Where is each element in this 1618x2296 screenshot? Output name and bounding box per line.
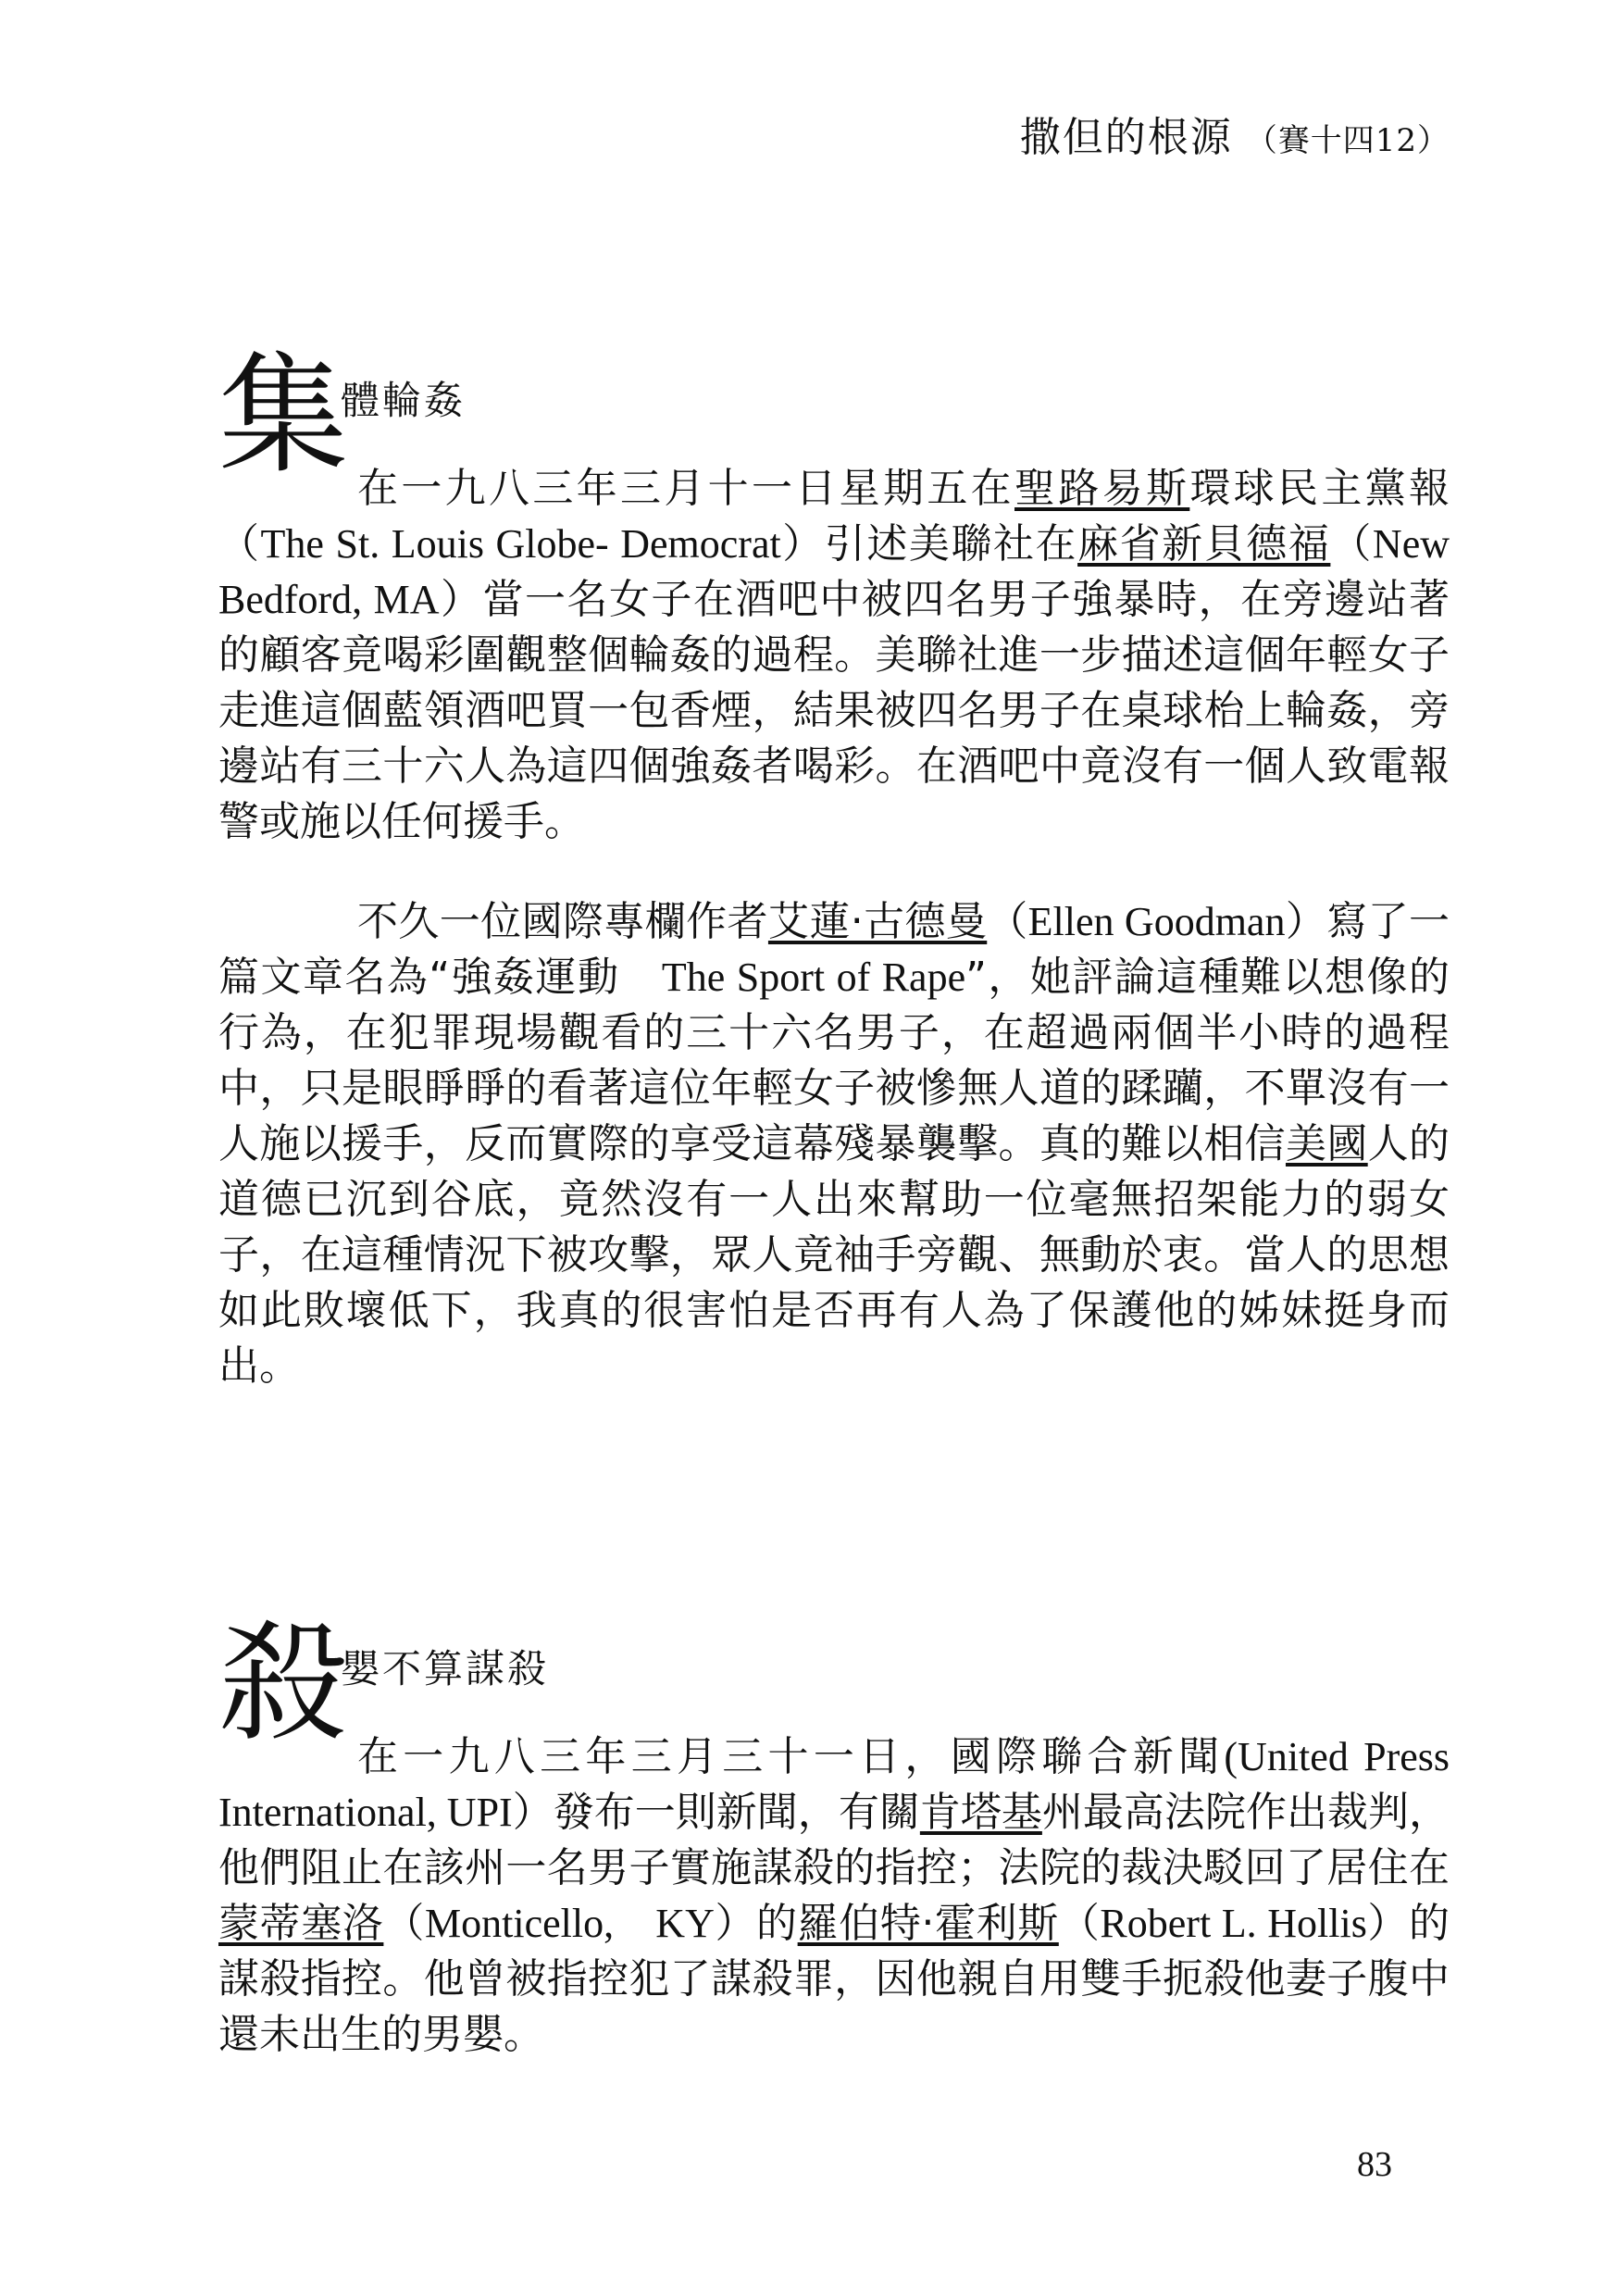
- text-run: (United Press International, UPI: [218, 1734, 1450, 1835]
- underlined-name: 美國: [1285, 1120, 1368, 1167]
- text-run: ）寫了一篇文章名為“強姦運動: [218, 898, 1450, 1001]
- running-header-reference: （賽十四12）: [1245, 122, 1450, 159]
- text-run: 環球民主黨報（: [218, 465, 1450, 568]
- text-run: （: [1330, 520, 1373, 568]
- page-number: 83: [1357, 2145, 1392, 2184]
- drop-cap: 集: [218, 341, 349, 492]
- running-header: [1020, 104, 1450, 163]
- section-heading-text: 體輪姦: [341, 378, 467, 423]
- text-run: 不久一位國際專欄作者: [357, 898, 768, 945]
- text-run: ）引述美聯社在: [780, 520, 1078, 568]
- text-run: The St. Louis Globe- Democrat: [260, 521, 781, 567]
- text-run: 人的道德已沉到谷底，竟然沒有一人出來幫助一位毫無招架能力的弱女子，在這種情況下被攻擊，眾人竟袖手旁觀、無動於衷。當人的思想如此敗壞低下，我真的很害怕是否再有人為了保護他的姊妹挺身而出。: [218, 1120, 1450, 1390]
- text-run: ）當一名女子在酒吧中被四名男子強暴時，在旁邊站著的顧客竟喝彩圍觀整個輪姦的過程。美聯社進一步描述這個年輕女子走進這個藍領酒吧買一包香煙，結果被四名男子在桌球枱上輪姦，旁邊站有三十六人為這四個強姦者喝彩。在酒吧中竟沒有一個人致電報警或施以任何援手。: [218, 576, 1450, 845]
- underlined-name: 聖路易斯: [1014, 465, 1190, 512]
- paragraph: [218, 461, 1450, 850]
- text-run: ）的謀殺指控。他曾被指控犯了謀殺罪，因他親自用雙手扼殺他妻子腹中還未出生的男嬰。: [218, 1900, 1450, 2058]
- running-header-title: 撒但的根源: [1019, 114, 1233, 161]
- underlined-name: 蒙蒂塞洛: [218, 1900, 384, 1947]
- section-heading-text: 嬰不算謀殺: [341, 1646, 550, 1691]
- underlined-name: 艾蓮‧古德曼: [767, 898, 988, 945]
- underlined-name: 羅伯特‧霍利斯: [797, 1900, 1059, 1947]
- text-run: （: [987, 898, 1028, 945]
- paragraph: [218, 1729, 1450, 2063]
- text-run: （: [383, 1900, 426, 1947]
- underlined-name: 麻省新貝德福: [1077, 520, 1331, 568]
- text-run: New Bedford, MA: [218, 521, 1450, 622]
- underlined-name: 肯塔基: [919, 1789, 1042, 1836]
- text-run: （: [1058, 1900, 1101, 1947]
- drop-cap: 殺: [218, 1609, 349, 1760]
- text-run: Robert L. Hollis: [1100, 1901, 1367, 1946]
- text-run: ”，她評論這種難以想像的行為，在犯罪現場觀看的三十六名男子，在超過兩個半小時的過程中，只是眼睜睜的看著這位年輕女子被慘無人道的蹂躪，不單沒有一人施以援手，反而實際的享受這幕殘暴襲擊。真的難以相信: [218, 954, 1450, 1167]
- text-run: ）發布一則新聞，有關: [512, 1789, 920, 1836]
- text-run: 州最高法院作出裁判，他們阻止在該州一名男子實施謀殺的指控；法院的裁決駁回了居住在: [218, 1789, 1450, 1891]
- text-run: The Sport of Rape: [661, 955, 966, 1000]
- text-run: ）的: [714, 1900, 798, 1947]
- section-gang-rape: [218, 341, 1450, 1394]
- section-infanticide: [218, 1609, 1450, 2063]
- paragraph: [218, 894, 1450, 1394]
- text-run: 在一九八三年三月三十一日，國際聯合新聞: [357, 1733, 1225, 1780]
- text-run: Monticello, KY: [425, 1901, 715, 1946]
- text-run: Ellen Goodman: [1027, 899, 1286, 944]
- text-run: 在一九八三年三月十一日星期五在: [357, 465, 1014, 512]
